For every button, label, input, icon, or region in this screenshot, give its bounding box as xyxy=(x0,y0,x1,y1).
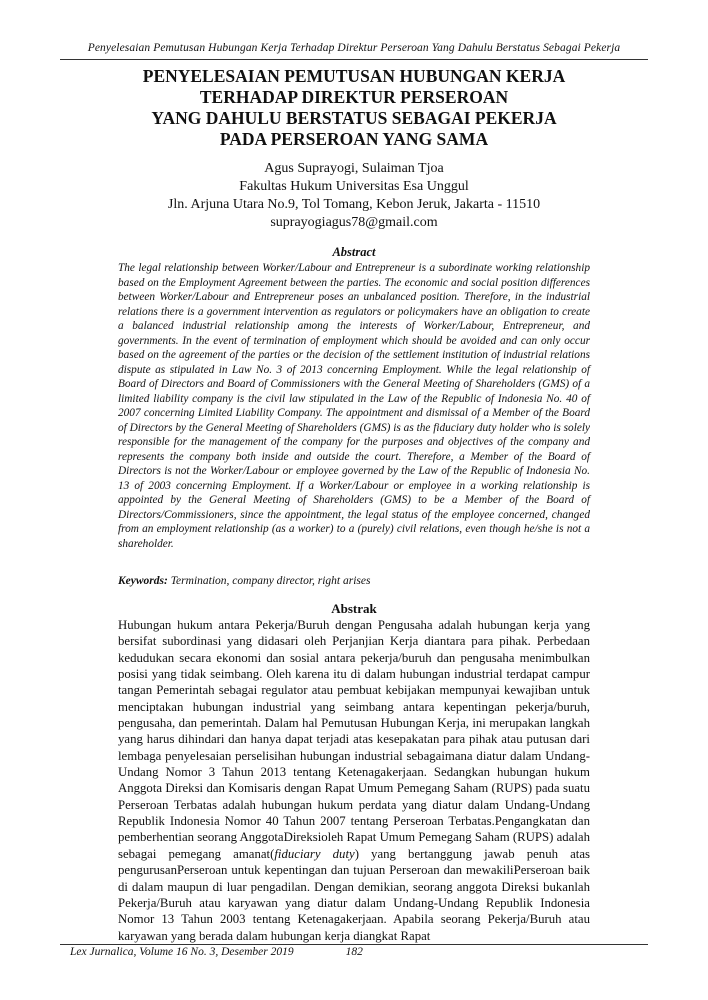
author-names: Agus Suprayogi, Sulaiman Tjoa xyxy=(264,161,444,176)
keywords-label: Keywords: xyxy=(118,575,168,587)
abstract-id-text-part-2: ) yang bertanggung jawab penuh atas pengurusanPerseroan untuk kepentingan dan tujuan Perseroan dan mewakiliPerseroan baik di dalam maupun di luar pengadilan. Dengan demikian, seorang anggota Direksi bukanlah Pekerja/Buruh atau karyawan yang diatur dalam Undang-Undang Republik Indonesia Nomor 13 Tahun 2003 tentang Ketenagakerjaan. Apabila seorang Pekerja/Buruh atau karyawan yang berada dalam hubungan kerja diangkat Rapat xyxy=(118,846,590,943)
author-address: Jln. Arjuna Utara No.9, Tol Tomang, Kebon Jeruk, Jakarta - 11510 xyxy=(167,197,541,212)
keywords-text: Termination, company director, right arises xyxy=(167,575,371,587)
keywords xyxy=(118,575,590,587)
abstract-id-italic-term: fiduciary duty xyxy=(274,846,355,861)
paper-title xyxy=(60,66,648,150)
running-header: Penyelesaian Pemutusan Hubungan Kerja Terhadap Direktur Perseroan Yang Dahulu Berstatus Sebagai Pekerja xyxy=(87,42,621,54)
title-line-4: PADA PERSEROAN YANG SAMA xyxy=(219,129,489,149)
author-block xyxy=(60,160,648,232)
footer-journal: Lex Jurnalica, Volume 16 No. 3, Desember 2019 xyxy=(70,946,294,958)
author-affiliation: Fakultas Hukum Universitas Esa Unggul xyxy=(239,179,469,194)
title-line-3: YANG DAHULU BERSTATUS SEBAGAI PEKERJA xyxy=(151,108,557,128)
footer-divider xyxy=(60,944,648,945)
abstract-id-heading: Abstrak xyxy=(331,601,377,616)
abstract-id-text-part-1: Hubungan hukum antara Pekerja/Buruh dengan Pengusaha adalah hubungan kerja yang bersifat subordinasi yang didasari oleh Perjanjian Kerja diantara para pihak. Perbedaan kedudukan secara ekonomi dan sosial antara pekerja/buruh dan pengusaha menimbulkan posisi yang tidak seimbang. Oleh karena itu di dalam hubungan industrial terdapat campur tangan Pemerintah sebagai regulator atau pembuat kebijakan mempunyai kewajiban untuk menciptakan hubungan industrial yang seimbang antara kepentingan pekerja/buruh, pengusaha, dan pemerintah. Dalam hal Pemutusan Hubungan Kerja, ini merupakan langkah yang harus dihindari dan hanya dapat terjadi atas kesepakatan para pihak atau putusan dari lembaga penyelesaian perselisihan hubungan industrial sebagaimana diatur dalam Undang-Undang Nomor 3 Tahun 2013 tentang Ketenagakerjaan. Sedangkan hubungan hukum Anggota Direksi dan Komisaris dengan Rapat Umum Pemegang Saham (RUPS) pada suatu Perseroan Terbatas adalah hubungan hukum perdata yang diatur dalam Undang-Undang Republik Indonesia Nomor 40 Tahun 2007 tentang Perseroan Terbatas.Pengangkatan dan pemberhentian seorang AnggotaDireksioleh Rapat Umum Pemegang Saham (RUPS) adalah sebagai pemegang amanat( xyxy=(118,618,590,861)
page-footer xyxy=(70,946,363,958)
title-line-2: TERHADAP DIREKTUR PERSEROAN xyxy=(199,87,509,107)
title-line-1: PENYELESAIAN PEMUTUSAN HUBUNGAN KERJA xyxy=(142,66,566,86)
abstract-en-heading: Abstract xyxy=(332,245,376,259)
abstract-en-body: The legal relationship between Worker/Labour and Entrepreneur is a subordinate working relationship based on the Employment Agreement between the parties. The economic and social position differences between Worker/Labour and Entrepreneur poses an unbalanced position. Therefore, in the industrial relations there is a government intervention as regulators or policymakers have an obligation to create a balanced industrial relationship among the interests of Worker/Labour, Entrepreneur, and governments. In the event of termination of employment which should be avoided and can only occur based on the agreement of the parties or the decision of the settlement institution of industrial relations dispute as stipulated in Law No. 3 of 2013 concerning Employment. While the legal relationship of Board of Directors and Board of Commissioners with the General Meeting of Shareholders (GMS) of a limited liability company is the civil law stipulated in the Law of the Republic of Indonesia No. 40 of 2007 concerning Limited Liability Company. The appointment and dismissal of a Member of the Board of Directors by the General Meeting of Shareholders (GMS) is as the fiduciary duty holder who is solely responsible for the management of the company for the purposes and objectives of the company and represents the company both inside and outside the court. Therefore, a Member of the Board of Directors is not the Worker/Labour or employee governed by the Law of the Republic of Indonesia No. 13 of 2003 concerning Employment. If a Worker/Labour or employee in a working relationship is appointed by the General Meeting of Shareholders (GMS) to be a Member of the Board of Directors/Commissioners, since the appointment, the legal status of the employee concerned, changed from an employment relationship (as a worker) to a (purely) civil relations, even though he/she is not a shareholder. xyxy=(118,262,590,550)
header-divider xyxy=(60,59,648,60)
page-number: 182 xyxy=(345,946,363,958)
abstract-id-body xyxy=(118,617,590,944)
author-email: suprayogiagus78@gmail.com xyxy=(270,215,438,230)
